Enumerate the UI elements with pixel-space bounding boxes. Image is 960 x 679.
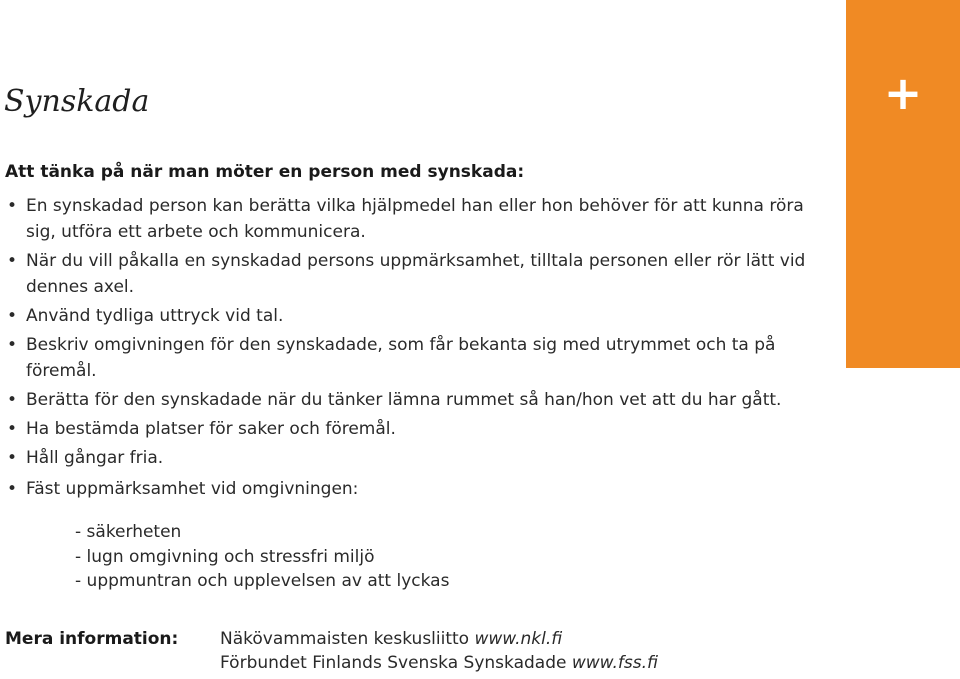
tips-list — [5, 193, 825, 505]
intro-heading: Att tänka på när man möter en person med synskada: — [5, 162, 525, 182]
plus-icon: + — [883, 66, 923, 120]
bullet-icon: • — [7, 448, 18, 468]
list-item — [5, 248, 825, 300]
side-tab — [846, 0, 960, 368]
list-item-text: Berätta för den synskadade när du tänker lämna rummet så han/hon vet att du har gått. — [26, 390, 782, 410]
page-title: Synskada — [4, 84, 150, 119]
list-item-text: Fäst uppmärksamhet vid omgivningen: — [26, 479, 359, 499]
organization-name: Näkövammaisten keskusliitto — [220, 629, 475, 649]
bullet-icon: • — [7, 419, 18, 439]
sub-list-item: - uppmuntran och upplevelsen av att lyckas — [75, 571, 450, 591]
sub-list-item: - säkerheten — [75, 522, 182, 542]
list-item — [5, 193, 825, 245]
list-item-text: När du vill påkalla en synskadad persons uppmärksamhet, tilltala personen eller rör lätt vid dennes axel. — [26, 251, 806, 297]
list-item-text: En synskadad person kan berätta vilka hjälpmedel han eller hon behöver för att kunna röra sig, utföra ett arbete och kommunicera. — [26, 196, 804, 242]
website-link[interactable]: www.nkl.fi — [474, 629, 563, 649]
website-link[interactable]: www.fss.fi — [571, 653, 658, 673]
sub-list — [75, 520, 449, 594]
bullet-icon: • — [7, 335, 18, 355]
list-item — [5, 332, 825, 384]
list-item — [5, 303, 825, 329]
more-info-list — [220, 627, 658, 675]
more-info-label: Mera information: — [5, 629, 179, 649]
list-item-text: Håll gångar fria. — [26, 448, 164, 468]
list-item-text: Ha bestämda platser för saker och föremål. — [26, 419, 396, 439]
organization-name: Förbundet Finlands Svenska Synskadade — [220, 653, 572, 673]
more-info-line — [220, 627, 658, 651]
list-item-text: Beskriv omgivningen för den synskadade, som får bekanta sig med utrymmet och ta på föremål. — [26, 335, 776, 381]
bullet-icon: • — [7, 251, 18, 271]
sub-list-item: - lugn omgivning och stressfri miljö — [75, 546, 375, 567]
list-item — [5, 387, 825, 413]
bullet-icon: • — [7, 196, 18, 216]
list-item — [5, 416, 825, 442]
more-info-line — [220, 651, 658, 675]
bullet-icon: • — [7, 306, 18, 326]
bullet-icon: • — [7, 390, 18, 410]
list-item-text: Använd tydliga uttryck vid tal. — [26, 306, 284, 326]
list-item — [5, 476, 825, 502]
bullet-icon: • — [7, 479, 18, 499]
list-item — [5, 445, 825, 471]
